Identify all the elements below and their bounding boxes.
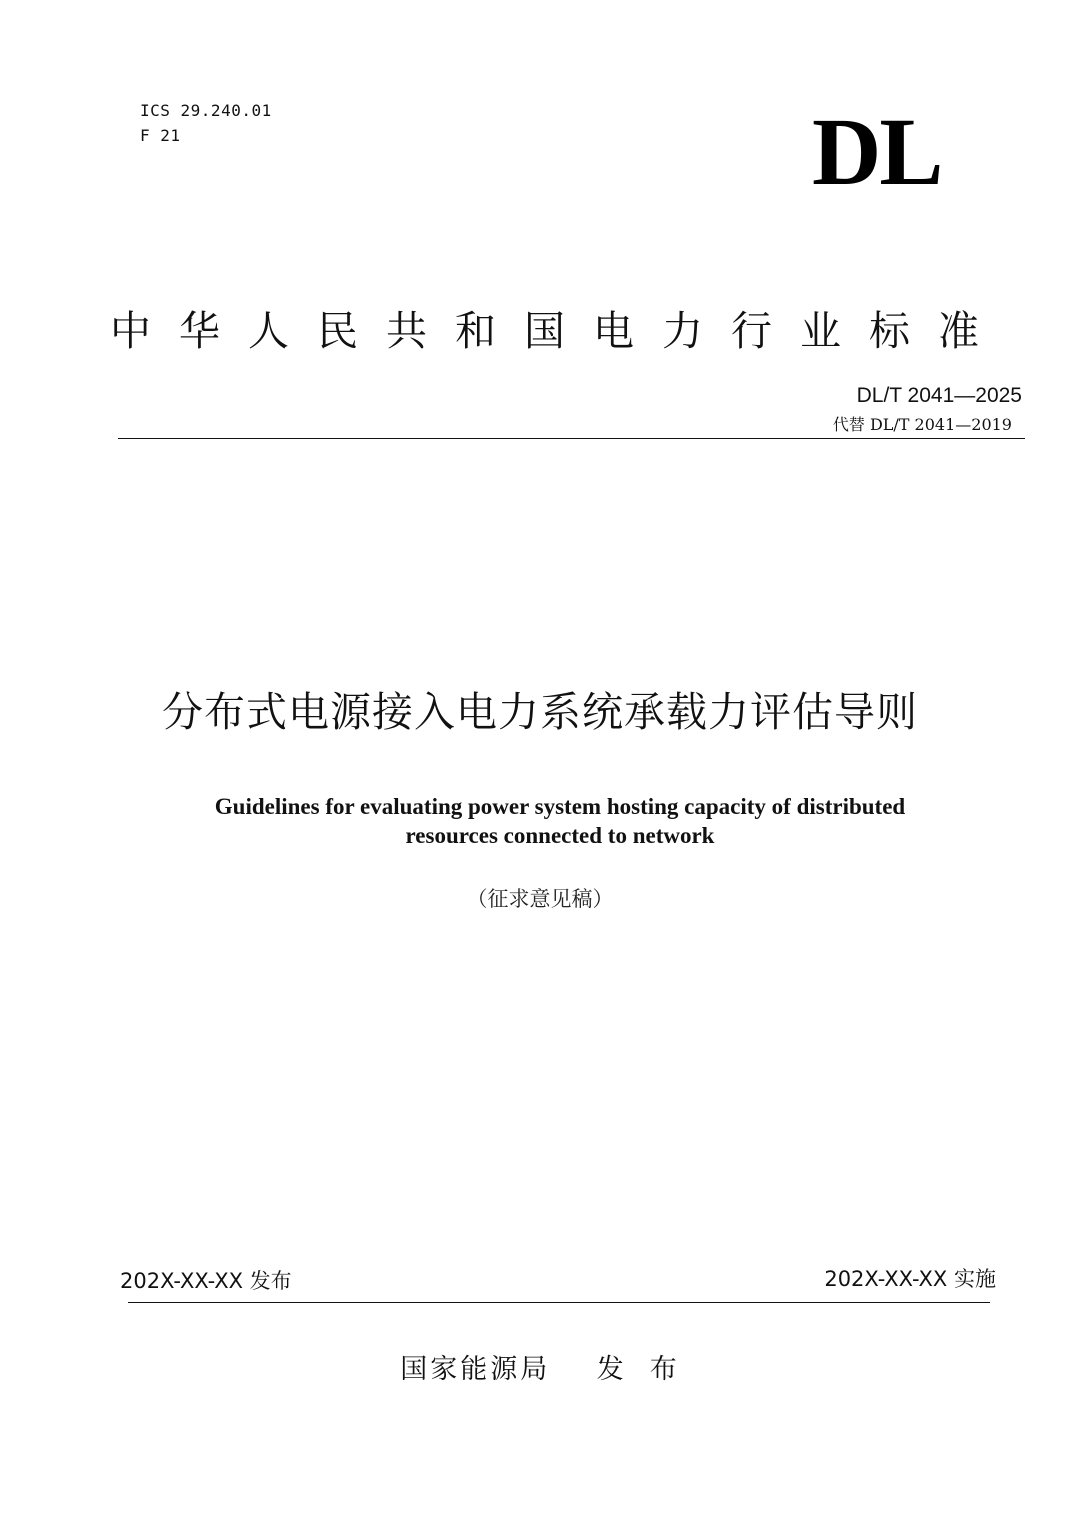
- standard-category-title: 中华人民共和国电力行业标准: [110, 307, 1007, 355]
- replaces-standard: 代替 DL/T 2041—2019: [832, 415, 1012, 434]
- ics-code: ICS 29.240.01: [140, 101, 272, 120]
- draft-label: （征求意见稿）: [466, 887, 614, 911]
- top-divider: [118, 438, 1025, 439]
- publish-date: 202X-XX-XX 发布: [120, 1269, 292, 1293]
- bottom-divider: [128, 1302, 990, 1303]
- document-title-en-line-1: Guidelines for evaluating power system hosting capacity of distributed: [214, 794, 906, 819]
- dl-logo: DL: [812, 98, 942, 205]
- standard-number: DL/T 2041—2025: [856, 384, 1022, 407]
- document-title-en: [140, 792, 980, 850]
- ccs-code: F 21: [140, 126, 181, 145]
- issuer: 国家能源局 发 布: [400, 1354, 680, 1385]
- document-title-cn: 分布式电源接入电力系统承载力评估导则: [162, 688, 918, 736]
- document-title-en-line-2: resources connected to network: [405, 823, 715, 848]
- effective-date: 202X-XX-XX 实施: [824, 1267, 996, 1291]
